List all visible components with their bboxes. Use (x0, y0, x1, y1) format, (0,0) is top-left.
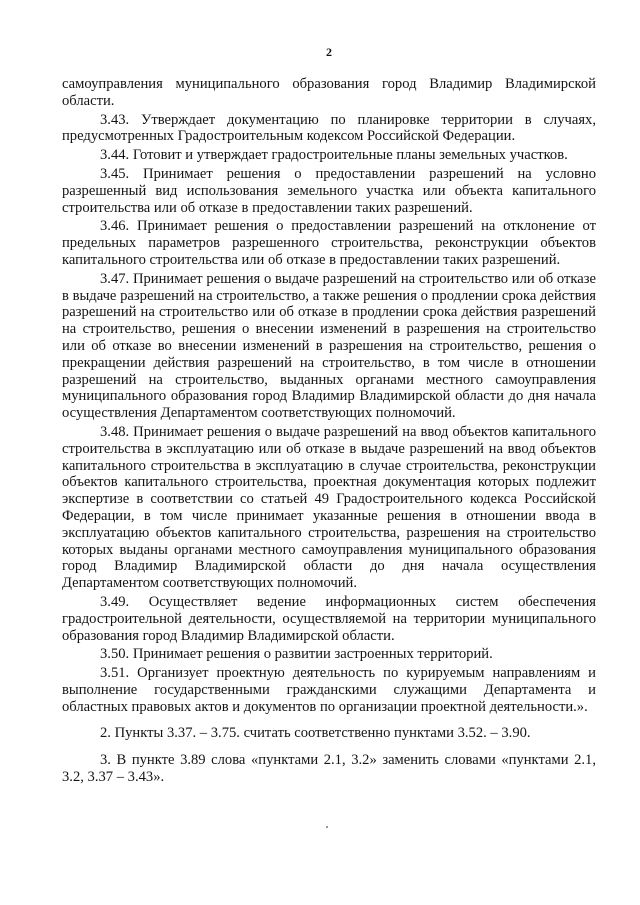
scan-speck (326, 826, 328, 828)
paragraph-3-50: 3.50. Принимает решения о развитии застроенных территорий. (100, 646, 493, 663)
paragraph-3-44: 3.44. Готовит и утверждает градостроительные планы земельных участков. (100, 147, 568, 164)
paragraph-3-47: 3.47. Принимает решения о выдаче разрешений на строительство или об отказе в выдаче разрешений на строительство, а также решения о продлении срока действия разрешений на строительство или об отказе в продлении срока действия разрешений на строительство, решения о внесении изменений в разрешения на строительство или об отказе во внесении изменений в разрешения на строительство, решения о прекращении действия разрешений на строительство, в том числе в отношении разрешений на строительство, выданных органами местного самоуправления муниципального образования город Владимир Владимирской области до дня начала осуществления Департаментом соответствующих полномочий. (62, 270, 596, 422)
paragraph-3-51: 3.51. Организует проектную деятельность по курируемым направлениям и выполнение государственными гражданскими служащими Департамента и областных правовых актов и документов по организации проектной деятельности.». (62, 665, 596, 715)
paragraph-3-49: 3.49. Осуществляет ведение информационных систем обеспечения градостроительной деятельности, осуществляемой на территории муниципального образования город Владимир Владимирской области. (62, 593, 596, 644)
paragraph-3-46: 3.46. Принимает решения о предоставлении разрешений на отклонение от предельных параметров разрешенного строительства, реконструкции объектов капитального строительства или об отказе в предоставлении таких разрешений. (62, 218, 596, 268)
document-body (62, 76, 596, 788)
paragraph-3-48: 3.48. Принимает решения о выдаче разрешений на ввод объектов капитального строительства в эксплуатацию или об отказе в выдаче разрешений на ввод объектов капитального строительства в эксплуатацию в случае строительства, реконструкции объектов капитального строительства, проектная документация которых подлежит экспертизе в соответствии со статьей 49 Градостроительного кодекса Российской Федерации, в том числе принимает указанные решения в отношении ввода в эксплуатацию объектов капитального строительства, разрешения на строительство которых выданы органами местного самоуправления муниципального образования город Владимир Владимирской области до дня начала осуществления Департаментом соответствующих полномочий. (62, 423, 596, 592)
paragraph-continuation: самоуправления муниципального образования город Владимир Владимирской области. (62, 76, 596, 109)
paragraph-3-45: 3.45. Принимает решения о предоставлении разрешений на условно разрешенный вид использования земельного участка или объекта капитального строительства или об отказе в предоставлении таких разрешений. (62, 165, 596, 216)
paragraph-item-3: 3. В пункте 3.89 слова «пунктами 2.1, 3.2» заменить словами «пунктами 2.1, 3.2, 3.37 – 3.43». (62, 752, 596, 786)
paragraph-item-2: 2. Пункты 3.37. – 3.75. считать соответственно пунктами 3.52. – 3.90. (100, 725, 531, 742)
paragraph-3-43: 3.43. Утверждает документацию по планировке территории в случаях, предусмотренных Градостроительным кодексом Российской Федерации. (62, 111, 596, 145)
page-number: 2 (326, 45, 332, 59)
